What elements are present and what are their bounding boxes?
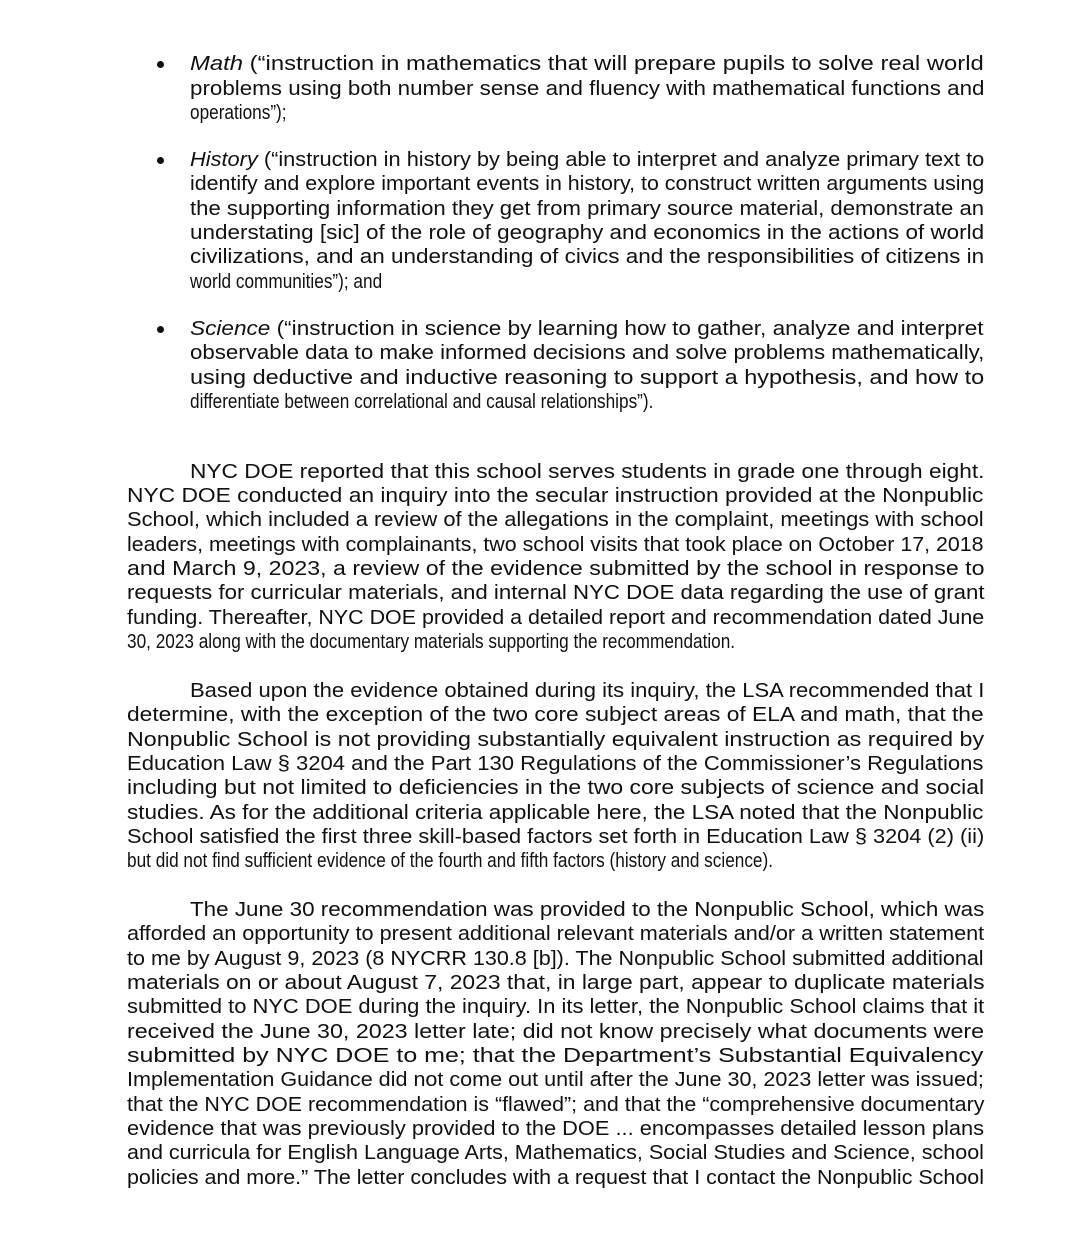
bullet-dot-icon xyxy=(157,61,164,68)
paragraph-2-line-1: Based upon the evidence obtained during its inquiry, the LSA recommended that I xyxy=(190,680,985,702)
paragraph-3-line-12: policies and more.” The letter concludes with a request that I contact the Nonpublic School xyxy=(127,1167,984,1189)
paragraph-1-line-4: leaders, meetings with complainants, two school visits that took place on October 17, 2018 xyxy=(127,534,984,556)
paragraph-1-line-2: NYC DOE conducted an inquiry into the secular instruction provided at the Nonpublic xyxy=(127,485,984,507)
paragraph-3-line-9: that the NYC DOE recommendation is “flawed”; and that the “comprehensive documentary xyxy=(127,1094,985,1116)
paragraph-1-line-7: funding. Thereafter, NYC DOE provided a detailed report and recommendation dated June xyxy=(127,607,985,629)
bullet-history-line-6: world communities”); and xyxy=(190,271,383,293)
bullet-term-math: Math xyxy=(190,53,244,75)
paragraph-3-line-3: to me by August 9, 2023 (8 NYCRR 130.8 [b]). The Nonpublic School submitted additional xyxy=(127,948,984,970)
bullet-science-line-1: Science (“instruction in science by learning how to gather, analyze and interpret xyxy=(190,318,984,340)
paragraph-3-line-8: Implementation Guidance did not come out until after the June 30, 2023 letter was issued; xyxy=(127,1069,984,1091)
bullet-term-history: History xyxy=(190,149,258,171)
paragraph-2-line-5: including but not limited to deficiencies in the two core subjects of science and social xyxy=(127,777,985,799)
paragraph-1-line-8: 30, 2023 along with the documentary materials supporting the recommendation. xyxy=(127,631,736,653)
bullet-science-line-3: using deductive and inductive reasoning to support a hypothesis, and how to xyxy=(190,367,985,389)
bullet-science-line-4: differentiate between correlational and causal relationships”). xyxy=(190,391,654,413)
paragraph-3-line-10: evidence that was previously provided to the DOE ... encompasses detailed lesson plans xyxy=(127,1118,984,1140)
paragraph-2-line-4: Education Law § 3204 and the Part 130 Regulations of the Commissioner’s Regulations xyxy=(127,753,984,775)
paragraph-3-line-2: afforded an opportunity to present additional relevant materials and/or a written statement xyxy=(127,923,985,945)
paragraph-3-line-4: materials on or about August 7, 2023 that, in large part, appear to duplicate materials xyxy=(127,972,985,994)
paragraph-1-line-6: requests for curricular materials, and internal NYC DOE data regarding the use of grant xyxy=(127,582,985,604)
paragraph-2-line-8: but did not find sufficient evidence of the fourth and fifth factors (history and science). xyxy=(127,850,774,872)
bullet-history-line-2: identify and explore important events in history, to construct written arguments using xyxy=(190,173,985,195)
paragraph-1-line-1: NYC DOE reported that this school serves students in grade one through eight. xyxy=(190,461,985,483)
bullet-dot-icon xyxy=(157,157,164,164)
paragraph-3-line-11: and curricula for English Language Arts, Mathematics, Social Studies and Science, school xyxy=(127,1142,984,1164)
bullet-term-science: Science xyxy=(190,318,271,340)
paragraph-3-line-5: submitted to NYC DOE during the inquiry. In its letter, the Nonpublic School claims that it xyxy=(127,996,985,1018)
bullet-math-line-2: problems using both number sense and fluency with mathematical functions and xyxy=(190,78,985,100)
bullet-history-line-1: History (“instruction in history by being able to interpret and analyze primary text to xyxy=(190,149,985,171)
paragraph-1-line-5: and March 9, 2023, a review of the evidence submitted by the school in response to xyxy=(127,558,985,580)
paragraph-2-line-7: School satisfied the first three skill-based factors set forth in Education Law § 3204 (2) (ii) xyxy=(127,826,985,848)
bullet-math-line-3: operations”); xyxy=(190,102,287,124)
paragraph-1-line-3: School, which included a review of the allegations in the complaint, meetings with school xyxy=(127,509,984,531)
bullet-science-line-2: observable data to make informed decisions and solve problems mathematically, xyxy=(190,342,985,364)
paragraph-2-line-3: Nonpublic School is not providing substantially equivalent instruction as required by xyxy=(127,729,985,751)
bullet-history-line-3: the supporting information they get from primary source material, demonstrate an xyxy=(190,198,985,220)
paragraph-3-line-6: received the June 30, 2023 letter late; did not know precisely what documents were xyxy=(127,1021,985,1043)
bullet-dot-icon xyxy=(157,326,164,333)
paragraph-3-line-1: The June 30 recommendation was provided to the Nonpublic School, which was xyxy=(190,899,985,921)
bullet-history-line-5: civilizations, and an understanding of civics and the responsibilities of citizens in xyxy=(190,246,985,268)
paragraph-2-line-6: studies. As for the additional criteria applicable here, the LSA noted that the Nonpublic xyxy=(127,802,984,824)
paragraph-3-line-7: submitted by NYC DOE to me; that the Department’s Substantial Equivalency xyxy=(127,1045,984,1067)
bullet-history-line-4: understating [sic] of the role of geography and economics in the actions of world xyxy=(190,222,985,244)
paragraph-2-line-2: determine, with the exception of the two core subject areas of ELA and math, that the xyxy=(127,704,984,726)
bullet-math-line-1: Math (“instruction in mathematics that will prepare pupils to solve real world xyxy=(190,53,984,75)
